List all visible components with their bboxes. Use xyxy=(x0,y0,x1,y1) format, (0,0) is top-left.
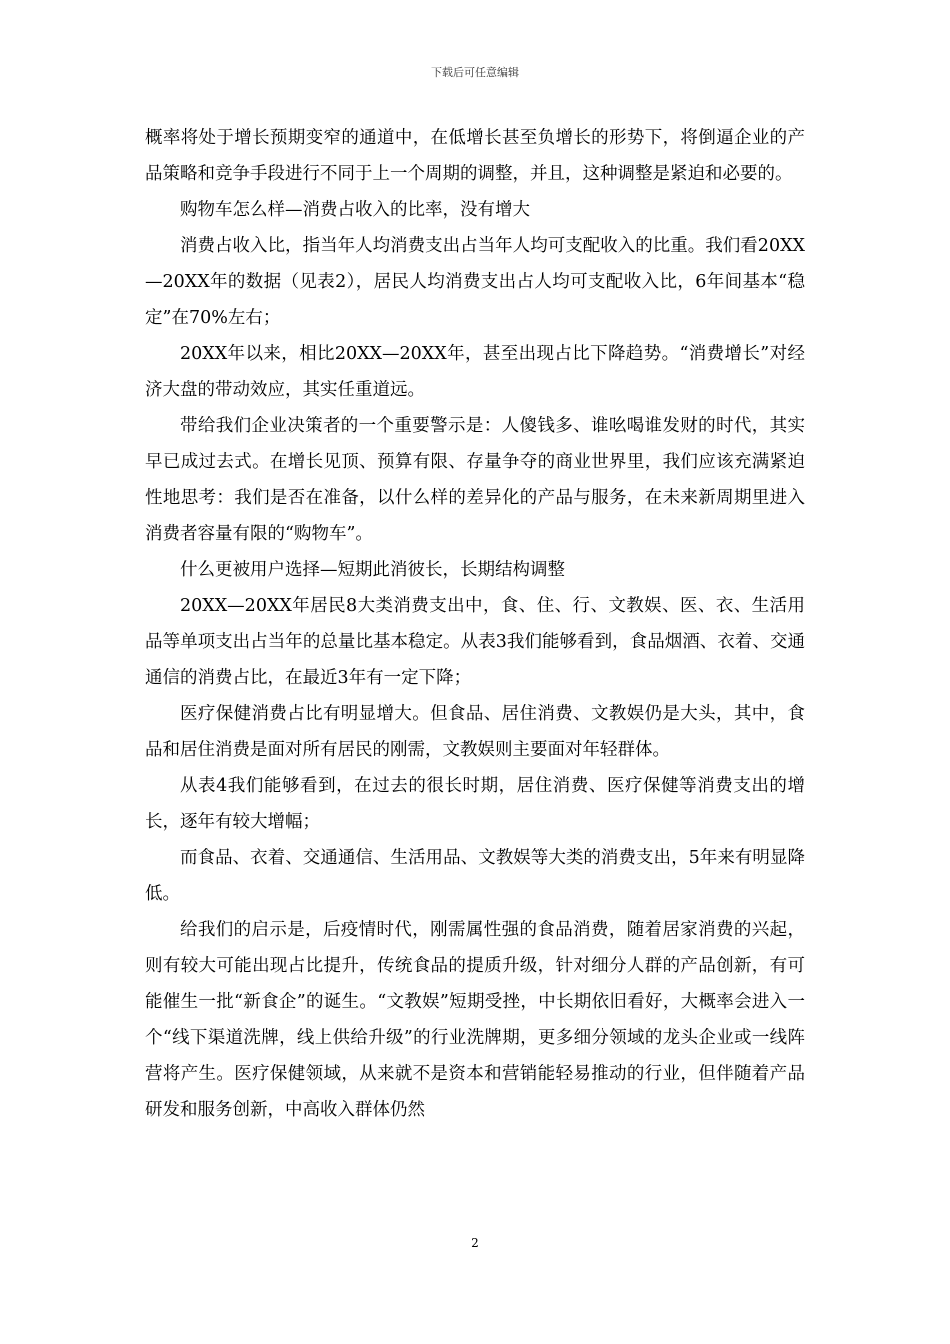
paragraph: 消费占收入比，指当年人均消费支出占当年人均可支配收入的比重。我们看20XX—20XX年的数据（见表2），居民人均消费支出占人均可支配收入比，6年间基本“稳定”在70%左右； xyxy=(145,236,805,328)
paragraph: 带给我们企业决策者的一个重要警示是：人傻钱多、谁吆喝谁发财的时代，其实早已成过去式。在增长见顶、预算有限、存量争夺的商业世界里，我们应该充满紧迫性地思考：我们是否在准备，以什么样的差异化的产品与服务，在未来新周期里进入消费者容量有限的“购物车”。 xyxy=(145,416,805,544)
document-body xyxy=(145,120,805,1128)
paragraph: 20XX—20XX年居民8大类消费支出中，食、住、行、文教娱、医、衣、生活用品等单项支出占当年的总量比基本稳定。从表3我们能够看到，食品烟酒、衣着、交通通信的消费占比，在最近3年有一定下降； xyxy=(145,596,805,688)
paragraph: 给我们的启示是，后疫情时代，刚需属性强的食品消费，随着居家消费的兴起，则有较大可能出现占比提升，传统食品的提质升级，针对细分人群的产品创新，有可能催生一批“新食企”的诞生。“文教娱”短期受挫，中长期依旧看好，大概率会进入一个“线下渠道洗牌，线上供给升级”的行业洗牌期，更多细分领域的龙头企业或一线阵营将产生。医疗保健领域，从来就不是资本和营销能轻易推动的行业，但伴随着产品研发和服务创新，中高收入群体仍然 xyxy=(145,920,805,1120)
paragraph: 医疗保健消费占比有明显增大。但食品、居住消费、文教娱仍是大头，其中，食品和居住消费是面对所有居民的刚需，文教娱则主要面对年轻群体。 xyxy=(145,704,805,760)
paragraph: 而食品、衣着、交通通信、生活用品、文教娱等大类的消费支出，5年来有明显降低。 xyxy=(145,848,805,904)
page-number: 2 xyxy=(471,1236,479,1250)
paragraph: 概率将处于增长预期变窄的通道中，在低增长甚至负增长的形势下，将倒逼企业的产品策略和竞争手段进行不同于上一个周期的调整，并且，这种调整是紧迫和必要的。 xyxy=(145,128,805,184)
paragraph: 从表4我们能够看到，在过去的很长时期，居住消费、医疗保健等消费支出的增长，逐年有较大增幅； xyxy=(145,776,805,832)
section-heading: 什么更被用户选择—短期此消彼长，长期结构调整 xyxy=(180,560,565,580)
paragraph: 20XX年以来，相比20XX—20XX年，甚至出现占比下降趋势。“消费增长”对经济大盘的带动效应，其实任重道远。 xyxy=(145,344,805,400)
page-header: 下载后可任意编辑 xyxy=(431,66,519,79)
section-heading: 购物车怎么样—消费占收入的比率，没有增大 xyxy=(180,200,530,220)
